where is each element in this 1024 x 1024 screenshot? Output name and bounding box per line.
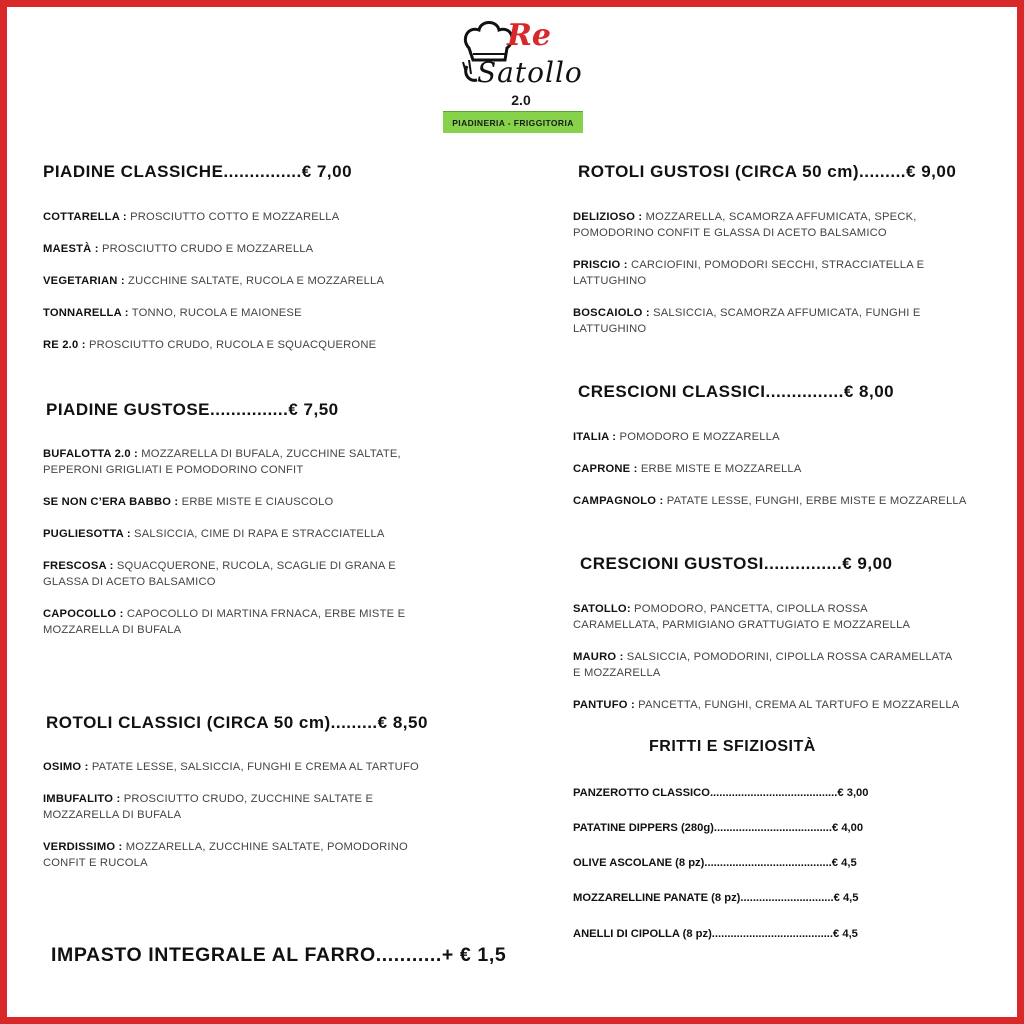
fritti-item: PANZEROTTO CLASSICO.........................................€ 3,00 [573,787,869,799]
logo [443,14,583,132]
list-item: SATOLLO: POMODORO, PANCETTA, CIPOLLA ROSSA CARAMELLATA, PARMIGIANO GRATTUGIATO E MOZZARELLA [573,603,911,631]
list-item: PRISCIO : CARCIOFINI, POMODORI SECCHI, STRACCIATELLA E LATTUGHINO [573,259,925,287]
logo-satollo: Satollo [477,56,583,89]
logo-re: Re [507,18,552,53]
fritti-item: MOZZARELLINE PANATE (8 pz)..............................€ 4,5 [573,892,859,904]
list-item: ITALIA : POMODORO E MOZZARELLA [573,431,780,443]
list-item: DELIZIOSO : MOZZARELLA, SCAMORZA AFFUMICATA, SPECK, POMODORINO CONFIT E GLASSA DI ACETO BALSAMICO [573,211,917,239]
heading-piadine-classiche: PIADINE CLASSICHE...............€ 7,00 [43,162,353,181]
list-item: BOSCAIOLO : SALSICCIA, SCAMORZA AFFUMICATA, FUNGHI E LATTUGHINO [573,307,921,335]
fritti-item: ANELLI DI CIPOLLA (8 pz).......................................€ 4,5 [573,928,858,940]
list-item: FRESCOSA : SQUACQUERONE, RUCOLA, SCAGLIE DI GRANA E GLASSA DI ACETO BALSAMICO [43,560,396,588]
list-item: IMBUFALITO : PROSCIUTTO CRUDO, ZUCCHINE SALTATE E MOZZARELLA DI BUFALA [43,793,374,821]
heading-rotoli-gustosi: ROTOLI GUSTOSI (CIRCA 50 cm).........€ 9,00 [578,162,957,181]
list-item: PUGLIESOTTA : SALSICCIA, CIME DI RAPA E STRACCIATELLA [43,528,385,540]
list-item: PANTUFO : PANCETTA, FUNGHI, CREMA AL TARTUFO E MOZZARELLA [573,699,960,711]
fritti-item: OLIVE ASCOLANE (8 pz).........................................€ 4,5 [573,857,857,869]
heading-piadine-gustose: PIADINE GUSTOSE...............€ 7,50 [46,400,339,419]
list-item: CAPRONE : ERBE MISTE E MOZZARELLA [573,463,802,475]
logo-tagline: PIADINERIA - FRIGGITORIA [443,111,583,133]
list-item: RE 2.0 : PROSCIUTTO CRUDO, RUCOLA E SQUACQUERONE [43,339,377,351]
list-item: CAMPAGNOLO : PATATE LESSE, FUNGHI, ERBE MISTE E MOZZARELLA [573,495,967,507]
logo-version: 2.0 [511,92,531,108]
heading-fritti: FRITTI E SFIZIOSITÀ [649,738,816,755]
heading-crescioni-gustosi: CRESCIONI GUSTOSI...............€ 9,00 [580,554,893,573]
list-item: SE NON C’ERA BABBO : ERBE MISTE E CIAUSCOLO [43,496,334,508]
fritti-item: PATATINE DIPPERS (280g)......................................€ 4,00 [573,822,864,834]
list-item: MAESTÀ : PROSCIUTTO CRUDO E MOZZARELLA [43,243,314,255]
list-item: CAPOCOLLO : CAPOCOLLO DI MARTINA FRNACA, ERBE MISTE E MOZZARELLA DI BUFALA [43,608,406,636]
list-item: BUFALOTTA 2.0 : MOZZARELLA DI BUFALA, ZUCCHINE SALTATE, PEPERONI GRIGLIATI E POMODORINO CONFIT [43,448,401,476]
list-item: VEGETARIAN : ZUCCHINE SALTATE, RUCOLA E MOZZARELLA [43,275,385,287]
list-item: MAURO : SALSICCIA, POMODORINI, CIPOLLA ROSSA CARAMELLATA E MOZZARELLA [573,651,952,679]
list-item: COTTARELLA : PROSCIUTTO COTTO E MOZZARELLA [43,211,340,223]
list-item: TONNARELLA : TONNO, RUCOLA E MAIONESE [43,307,302,319]
list-item: OSIMO : PATATE LESSE, SALSICCIA, FUNGHI E CREMA AL TARTUFO [43,761,419,773]
list-item: VERDISSIMO : MOZZARELLA, ZUCCHINE SALTATE, POMODORINO CONFIT E RUCOLA [43,841,408,869]
heading-crescioni-classici: CRESCIONI CLASSICI...............€ 8,00 [578,382,895,401]
heading-rotoli-classici: ROTOLI CLASSICI (CIRCA 50 cm).........€ 8,50 [46,713,428,732]
impasto-integrale: IMPASTO INTEGRALE AL FARRO...........+ € 1,5 [51,944,507,966]
